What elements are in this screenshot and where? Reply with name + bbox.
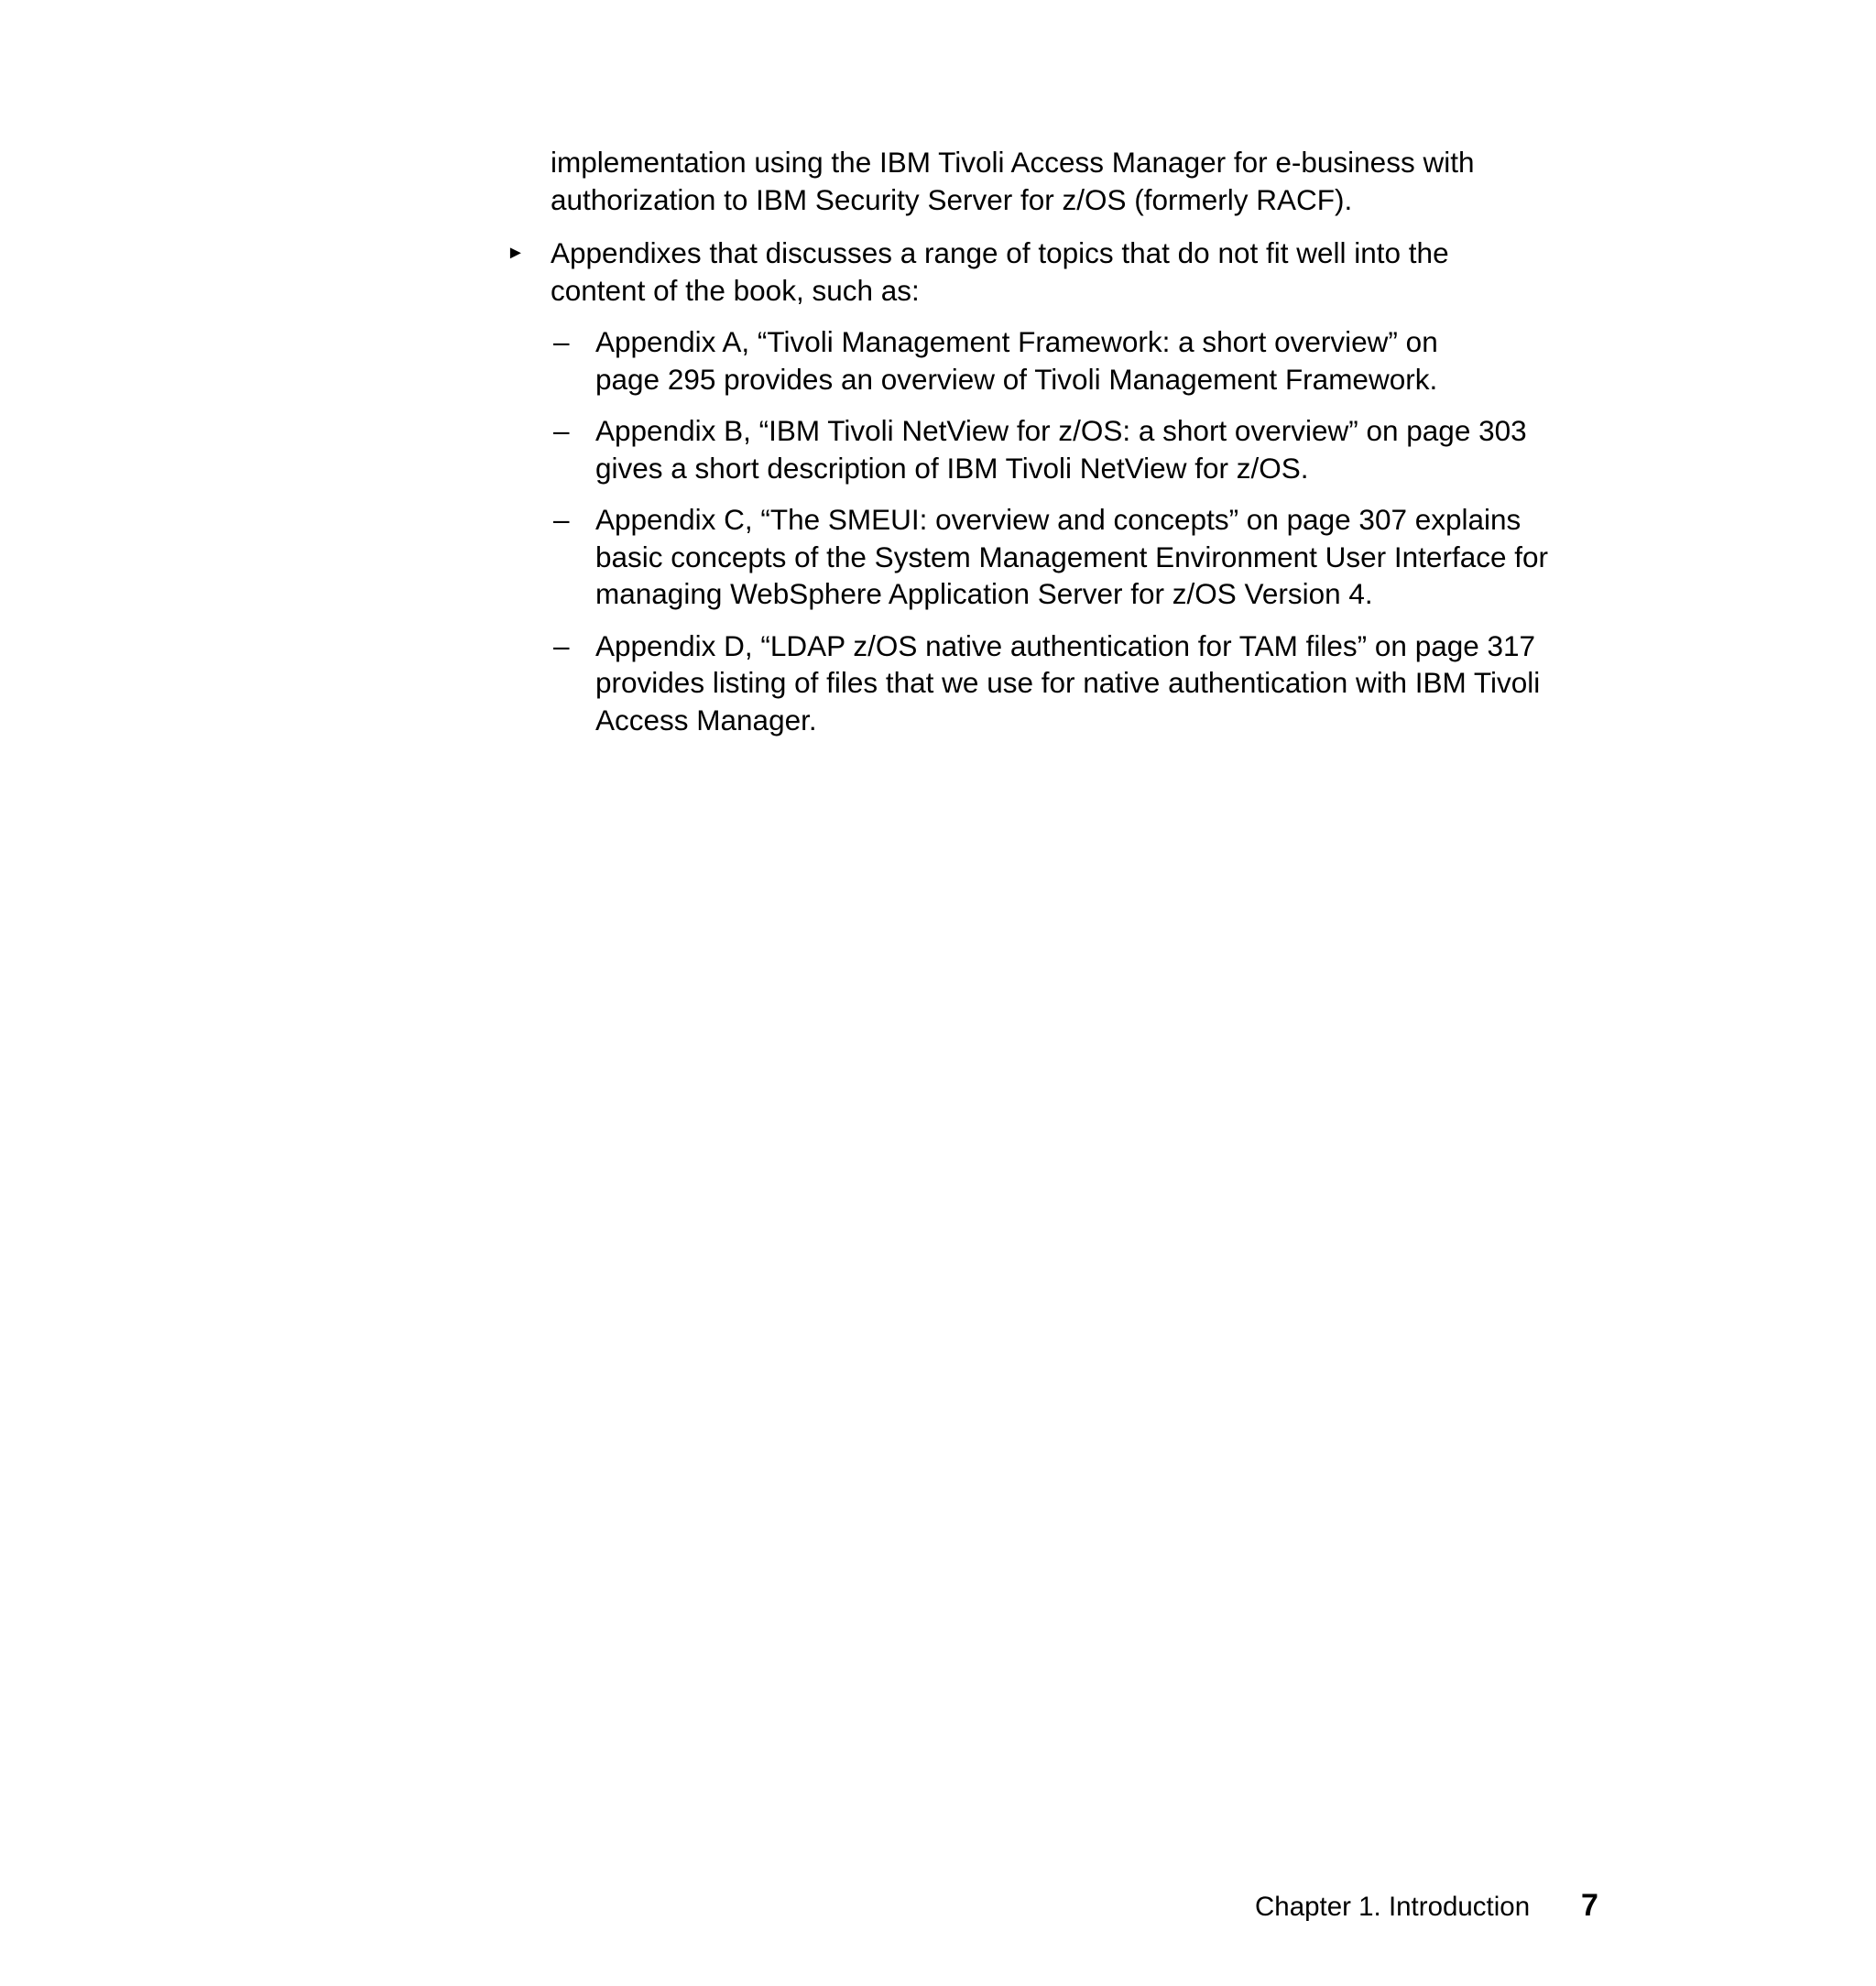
appendix-item-d [551,627,1604,739]
appendix-line: Appendix D, “LDAP z/OS native authentication for TAM files” on page 317 [595,628,1536,662]
appendix-line: gives a short description of IBM Tivoli NetView for z/OS. [595,451,1309,485]
intro-line: implementation using the IBM Tivoli Access Manager for e-business with [551,146,1475,179]
page-footer [1255,1889,1603,1926]
appendix-item-c [551,501,1604,613]
intro-line: authorization to IBM Security Server for z/OS (formerly RACF). [551,182,1353,216]
appendix-line: Appendix C, “The SMEUI: overview and concepts” on page 307 explains [595,503,1522,536]
appendix-line: Appendix B, “IBM Tivoli NetView for z/OS: a short overview” on page 303 [595,414,1527,447]
dash-marker: – [553,325,570,358]
appendix-list [551,323,1604,738]
appendix-line: provides listing of files that we use for native authentication with IBM Tivoli [595,666,1541,699]
appendix-item-b [551,412,1604,486]
bullet-line: Appendixes that discusses a range of topics that do not fit well into the [551,236,1449,269]
bullet-line: content of the book, such as: [551,273,920,307]
appendix-item-a [551,323,1604,398]
chapter-title: Chapter 1. Introduction [1255,1892,1531,1922]
appendix-line: Appendix A, “Tivoli Management Framework: a short overview” on [595,325,1438,358]
appendix-line: basic concepts of the System Management Environment User Interface for [595,540,1548,573]
body-content [507,144,1604,753]
appendix-line: managing WebSphere Application Server for z/OS Version 4. [595,577,1373,610]
intro-paragraph [551,144,1604,218]
dash-marker: – [553,414,570,447]
page-number: 7 [1581,1888,1598,1923]
dash-marker: – [553,503,570,536]
bullet-triangle-icon: ► [507,243,525,263]
dash-marker: – [553,628,570,662]
bullet-item-appendixes [507,235,1604,738]
appendix-line: Access Manager. [595,703,817,737]
appendix-line: page 295 provides an overview of Tivoli Management Framework. [595,362,1438,396]
